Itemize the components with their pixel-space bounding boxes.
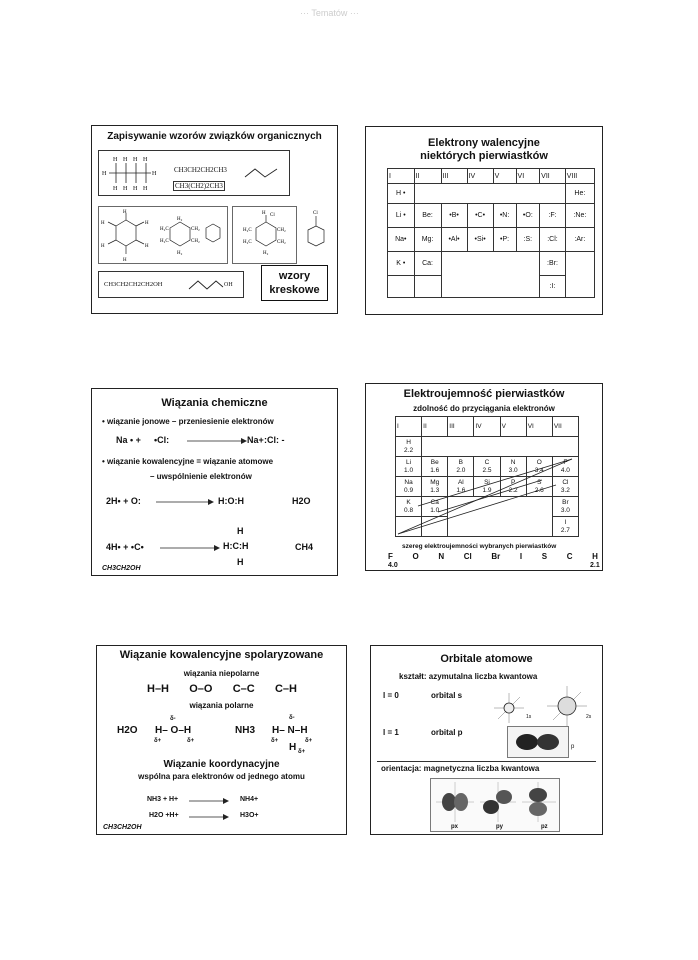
svg-text:H: H	[102, 171, 107, 177]
covalent-bond-line1: • wiązanie kowalencyjne = wiązanie atomowe	[102, 457, 274, 466]
cyclohexane-formulas	[98, 206, 228, 264]
water-eq-left: 2H• + O:	[106, 496, 141, 506]
water-formula: H2O	[117, 725, 138, 736]
svg-text:H: H	[145, 221, 149, 226]
svg-text:Cl: Cl	[270, 213, 275, 218]
electronegativity-table	[395, 416, 579, 537]
slide-subtitle: zdolność do przyciągania elektronów	[413, 404, 555, 413]
orbital-p-small-label: p	[571, 744, 575, 750]
ammonium-eq-right: NH4+	[240, 796, 259, 803]
coordinate-bond-title: Wiązanie koordynacyjne	[163, 759, 280, 770]
l0-label: l = 0	[383, 691, 399, 700]
period-row: H • He:	[388, 184, 595, 204]
water-polar-bond: H– O–H	[155, 725, 192, 736]
period-row: K 0.8 Ca 1.0 Br 3.0	[396, 497, 579, 517]
series-label: szereg elektroujemności wybranych pierwiastków	[402, 543, 557, 550]
ionic-eq-cl: •Cl:	[154, 435, 170, 445]
slide-electronegativity	[365, 383, 603, 571]
wzory-label: wzory	[278, 270, 311, 282]
methane-h-bottom: H	[237, 557, 244, 567]
period-row: I 2.7	[396, 517, 579, 537]
orbital-2s-label: 2s	[586, 714, 592, 720]
svg-text:H₂: H₂	[263, 251, 269, 256]
covalent-bond-line2: – uwspólnienie elektronów	[150, 472, 252, 481]
svg-text:H: H	[133, 186, 138, 192]
p-orbital-icon	[507, 726, 569, 758]
svg-text:H: H	[113, 157, 118, 163]
condensed-formula-1: CH3CH2CH2CH3	[174, 166, 227, 174]
svg-text:H: H	[262, 211, 266, 216]
butanol-formulas-box	[98, 271, 244, 298]
divider	[377, 761, 596, 762]
delta-minus: δ-	[289, 715, 295, 721]
svg-text:H: H	[113, 186, 118, 192]
polar-title: wiązania polarne	[189, 701, 254, 710]
svg-text:H: H	[143, 157, 148, 163]
methane-formula: CH4	[295, 542, 314, 552]
svg-text:H: H	[101, 221, 105, 226]
slide-title-line2: niektórych pierwiastków	[420, 150, 548, 162]
slide-title: Zapisywanie wzorów związków organicznych	[107, 131, 322, 142]
coordinate-bond-subtitle: wspólna para elektronów od jednego atomu	[138, 772, 305, 781]
series-row: F O N Cl Br I S C H	[388, 552, 598, 561]
arrow-icon	[187, 437, 247, 445]
slide-organic-formulas	[91, 125, 338, 314]
svg-text:H₂C: H₂C	[160, 227, 169, 232]
hydronium-eq-right: H3O+	[240, 812, 259, 819]
orbital-1s-label: 1s	[526, 714, 532, 720]
methane-lewis: H:C:H	[223, 541, 249, 551]
ionic-eq-cl-minus: :Cl: -	[264, 435, 285, 445]
water-formula: H2O	[292, 496, 311, 506]
ethanol-label: CH3CH2OH	[103, 824, 142, 831]
svg-text:H: H	[123, 186, 128, 192]
svg-text:H: H	[123, 258, 127, 263]
nonpolar-examples: H–H O–O C–C C–H	[147, 683, 297, 695]
svg-text:CH₂: CH₂	[191, 239, 200, 244]
methane-h-top: H	[237, 526, 244, 536]
valence-table	[387, 168, 595, 298]
period-row: H 2.2	[396, 437, 579, 457]
series-right-value: 2.1	[590, 562, 600, 569]
methane-eq-left: 4H• + •C•	[106, 542, 144, 552]
svg-text:CH₂: CH₂	[277, 228, 286, 233]
svg-text:CH₂: CH₂	[277, 240, 286, 245]
svg-text:Cl: Cl	[313, 211, 318, 216]
group-header-row: I II III IV V VI VII VIII	[388, 169, 595, 184]
svg-text:H: H	[123, 157, 128, 163]
arrow-icon	[156, 498, 214, 506]
ammonium-eq-left: NH3 + H+	[147, 796, 179, 803]
pz-label: pz	[541, 824, 548, 830]
hydronium-eq-left: H2O +H+	[149, 812, 179, 819]
delta-plus: δ+	[271, 738, 279, 744]
ionic-eq-na: Na • +	[116, 435, 141, 445]
orbital-p-label: orbital p	[431, 728, 463, 737]
delta-plus: δ+	[154, 738, 162, 744]
svg-text:CH₂: CH₂	[191, 227, 200, 232]
chlorocyclohexane-formulas	[232, 206, 332, 264]
arrow-icon	[189, 813, 229, 821]
arrow-icon	[189, 797, 229, 805]
delta-minus: δ-	[170, 716, 176, 722]
butane-structural-formula	[101, 151, 161, 195]
slide-title: Wiązanie kowalencyjne spolaryzowane	[119, 649, 324, 661]
px-label: px	[451, 824, 459, 830]
period-row: Na 0.9 Mg 1.3 Al 1.6 Si 1.9 P 2.2 S 2.6 Cl 3.2	[396, 477, 579, 497]
s-orbital-1s-icon	[494, 693, 524, 723]
period-row: :I:	[388, 276, 595, 298]
svg-text:H₂: H₂	[177, 217, 183, 222]
header-faint-text: ··· Tematów ···	[300, 8, 359, 18]
series-left-value: 4.0	[388, 562, 398, 569]
wzory-kreskowe-box	[261, 265, 328, 301]
svg-text:H₂: H₂	[177, 251, 183, 256]
slide-chemical-bonds	[91, 388, 338, 576]
slide-title: Wiązania chemiczne	[161, 397, 268, 409]
ammonia-h-below: H	[289, 742, 297, 753]
period-row: Na• Mg: •Al• •Si• •P: :S: :Cl: :Ar:	[388, 228, 595, 252]
kreskowe-label: kreskowe	[269, 284, 320, 296]
ammonia-formula: NH3	[235, 725, 256, 736]
s-orbital-2s-icon	[547, 686, 587, 726]
condensed-formula-2: CH3(CH2)2CH3	[175, 182, 223, 190]
ionic-bond-line: • wiązanie jonowe – przeniesienie elektronów	[102, 417, 274, 426]
period-row: Li 1.0 Be 1.6 B 2.0 C 2.5 N 3.0 O 3.4 F 4.0	[396, 457, 579, 477]
svg-text:H: H	[123, 210, 127, 215]
shape-quantum-number: kształt: azymutalna liczba kwantowa	[399, 672, 538, 681]
arrow-icon	[160, 544, 220, 552]
svg-text:H₂C: H₂C	[243, 228, 252, 233]
slide-title-line1: Elektrony walencyjne	[428, 137, 540, 149]
slide-title: Elektroujemność pierwiastków	[403, 388, 565, 400]
group-header-row: I II III IV V VI VII	[396, 417, 579, 437]
ammonia-polar-bond: H– N–H	[272, 725, 308, 736]
butanol-condensed: CH3CH2CH2CH2OH	[104, 281, 163, 288]
slide-valence-electrons	[365, 126, 603, 315]
delta-plus: δ+	[187, 738, 195, 744]
ionic-eq-na-plus: Na+	[247, 435, 264, 445]
delta-plus: δ+	[305, 738, 313, 744]
slide-atomic-orbitals	[370, 645, 603, 835]
delta-plus: δ+	[298, 749, 306, 755]
orbital-s-label: orbital s	[431, 691, 463, 700]
orientation-quantum-number: orientacja: magnetyczna liczba kwantowa	[381, 764, 540, 773]
svg-text:H: H	[145, 244, 149, 249]
water-lewis: H:O:H	[218, 496, 244, 506]
py-label: py	[496, 824, 504, 830]
butane-formulas-box	[98, 150, 290, 196]
ethanol-label: CH3CH2OH	[102, 565, 141, 572]
nonpolar-title: wiązania niepolarne	[183, 669, 260, 678]
svg-text:H: H	[143, 186, 148, 192]
slide-polar-covalent	[96, 645, 347, 835]
svg-text:H: H	[133, 157, 138, 163]
svg-text:H₂C: H₂C	[160, 239, 169, 244]
svg-text:H₂C: H₂C	[243, 240, 252, 245]
period-row: Li • Be: •B• •C• •N: •O: :F: :Ne:	[388, 204, 595, 228]
period-row: K • Ca: :Br:	[388, 252, 595, 276]
l1-label: l = 1	[383, 728, 399, 737]
oh-label: OH	[224, 282, 233, 288]
svg-text:H: H	[101, 244, 105, 249]
svg-text:H: H	[152, 171, 157, 177]
butane-skeletal-formula	[243, 163, 283, 183]
slide-title: Orbitale atomowe	[440, 653, 533, 665]
